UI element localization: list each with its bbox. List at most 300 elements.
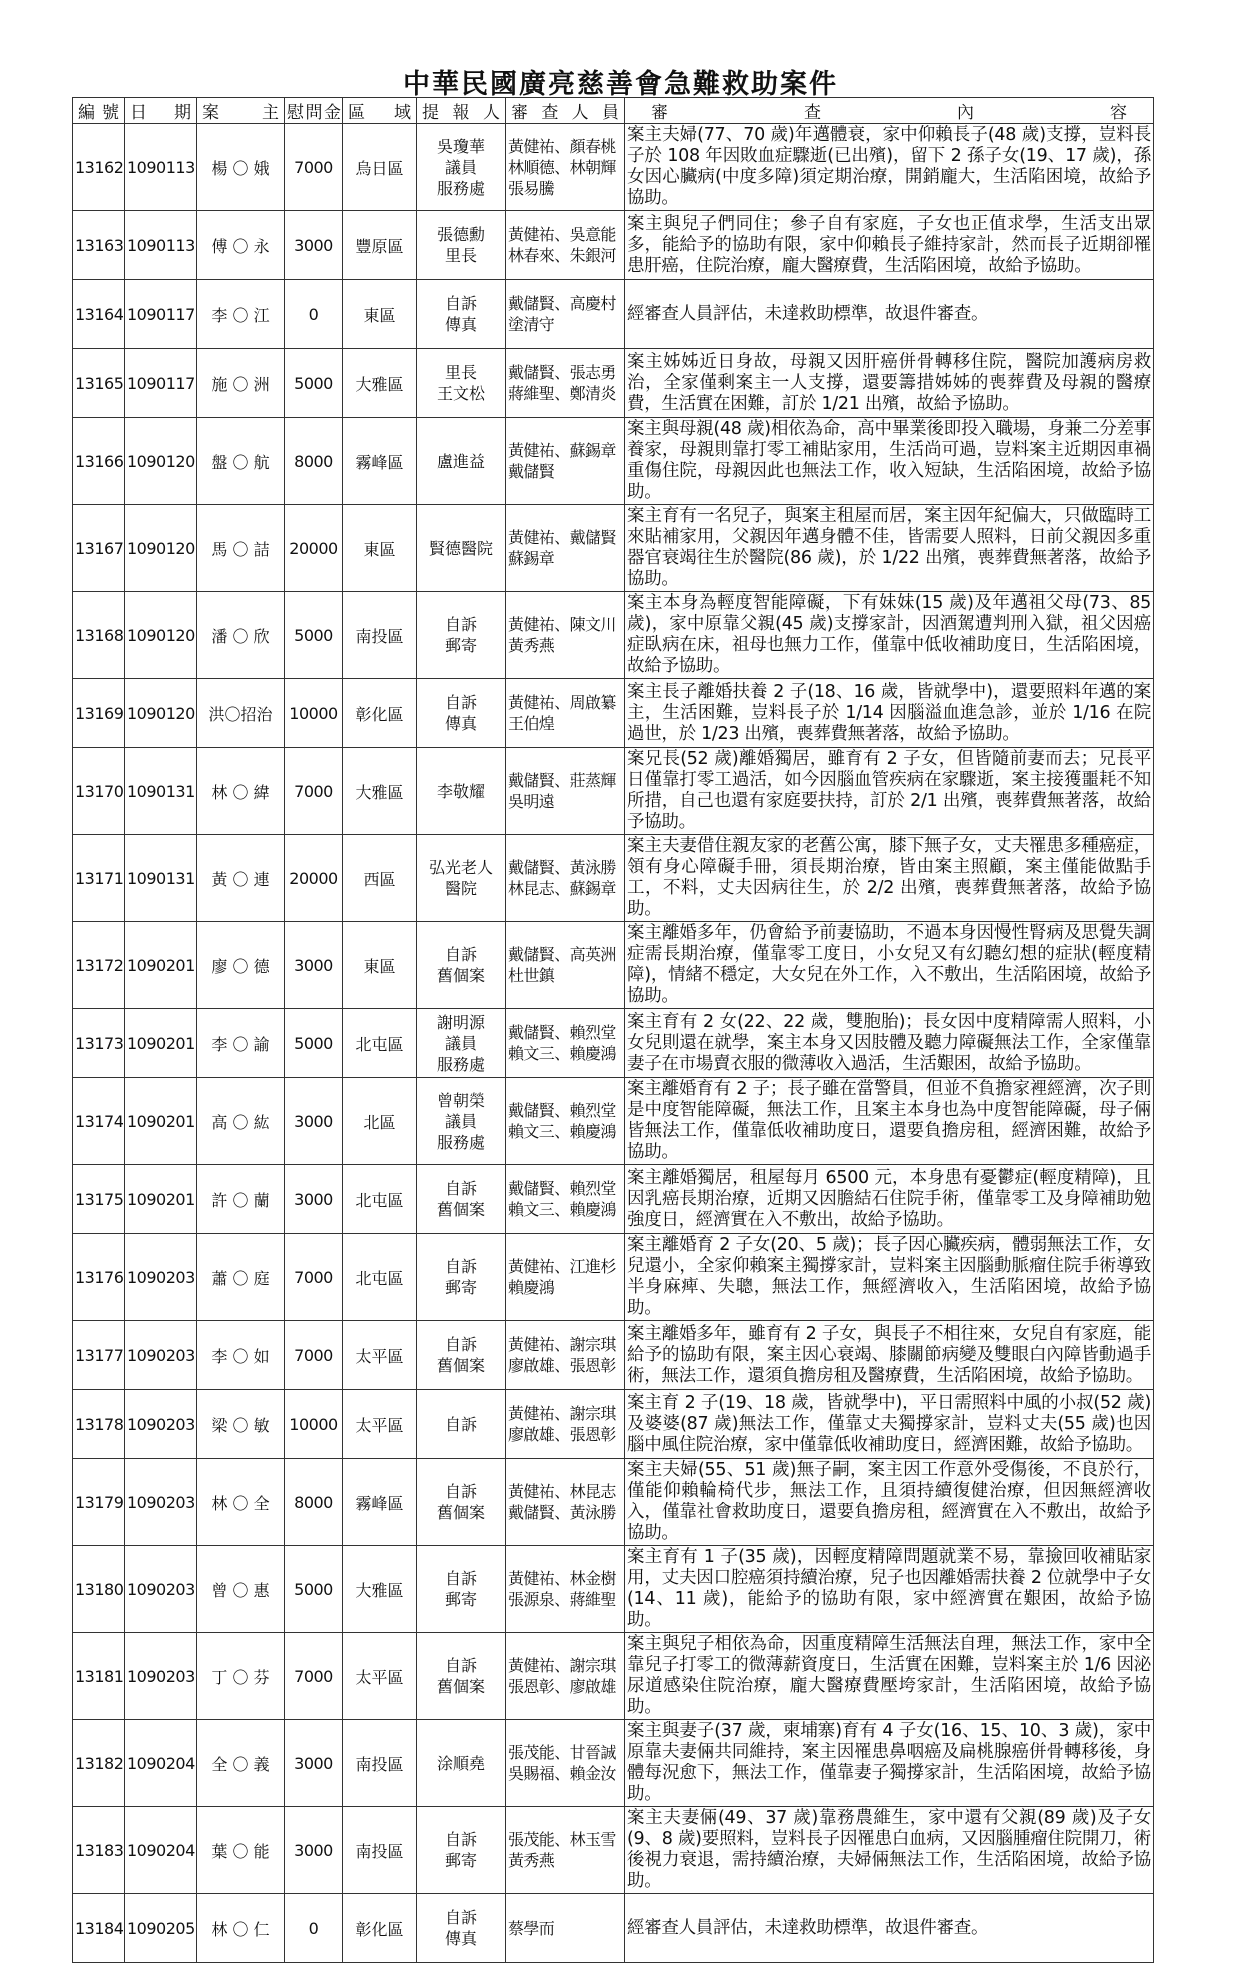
district-cell: 北屯區 — [343, 1234, 417, 1321]
reporter-line: 舊個案 — [436, 966, 485, 985]
case-date-cell: 1090203 — [125, 1546, 197, 1633]
table-row — [73, 1894, 1154, 1963]
reporter-line: 自訴 — [444, 1482, 477, 1501]
reviewers-line: 吳明遠 — [508, 792, 555, 811]
relief-amount-cell: 7000 — [285, 124, 343, 211]
reviewers-line: 蔡學而 — [508, 1918, 555, 1938]
case-date-cell: 1090203 — [125, 1321, 197, 1390]
review-content-cell: 案主與母親(48 歲)相依為命，高中畢業後即投入職場，身兼二分差事養家，母親則靠打零工補貼家用，生活尚可過，豈料案主近期因車禍重傷住院，母親因此也無法工作，收入短缺，生活陷困境，故給予協助。 — [625, 418, 1154, 505]
review-content-cell: 案主夫妻借住親友家的老舊公寓，膝下無子女，丈夫罹患多種癌症，領有身心障礙手冊，須長期治療，皆由案主照顧，案主僅能做點手工，不料，丈夫因病往生，於 2/2 出殯，喪葬費無著落，故給予協助。 — [625, 835, 1154, 922]
reporter-line: 舊個案 — [436, 1200, 485, 1219]
reviewers-line: 戴儲賢、賴烈堂 — [508, 1023, 616, 1042]
table-row — [73, 1165, 1154, 1234]
district-cell: 東區 — [343, 280, 417, 349]
reporter-cell — [417, 592, 506, 679]
review-content-cell: 案主離婚獨居，租屋每月 6500 元，本身患有憂鬱症(輕度精障)，且因乳癌長期治療，近期又因膽結石住院手術，僅靠零工及身障補助勉強度日，經濟實在入不敷出，故給予協助。 — [625, 1165, 1154, 1234]
relief-amount-cell: 3000 — [285, 1165, 343, 1234]
reviewers-line: 賴慶鴻 — [508, 1278, 555, 1297]
relief-amount-cell: 5000 — [285, 349, 343, 418]
reporter-line: 舊個案 — [436, 1677, 485, 1696]
reporter-cell — [417, 505, 506, 592]
reporter-line: 里長 — [444, 363, 477, 382]
reviewers-line: 林春來、朱銀河 — [508, 246, 616, 265]
case-date-cell: 1090201 — [125, 1009, 197, 1078]
reviewers-cell — [506, 1894, 625, 1963]
applicant-name-cell: 梁 〇 敏 — [197, 1390, 285, 1459]
review-content-cell: 案主離婚多年，仍會給予前妻協助，不過本身因慢性腎病及思覺失調症需長期治療，僅靠零工度日，小女兒又有幻聽幻想的症狀(輕度精障)，情緒不穩定，大女兒在外工作，入不敷出，生活陷困境，故給予協助。 — [625, 922, 1154, 1009]
case-number-cell: 13163 — [73, 211, 125, 280]
review-content-cell: 案主離婚多年，雖育有 2 子女，與長子不相往來，女兒自有家庭，能給予的協助有限，案主因心衰竭、膝關節病變及雙眼白內障皆動過手術，無法工作，還須負擔房租及醫療費，生活陷困境，故給予協助。 — [625, 1321, 1154, 1390]
case-number-cell: 13165 — [73, 349, 125, 418]
reporter-line: 曾朝榮 — [436, 1090, 485, 1110]
reviewers-line: 廖啟雄、張恩彰 — [508, 1425, 616, 1444]
case-number-cell: 13170 — [73, 748, 125, 835]
reviewers-line: 賴文三、賴慶鴻 — [508, 1044, 616, 1063]
reviewers-line: 張茂能、甘晉誠 — [508, 1743, 616, 1762]
relief-amount-cell: 8000 — [285, 1459, 343, 1546]
table-row — [73, 124, 1154, 211]
applicant-name-cell: 蕭 〇 庭 — [197, 1234, 285, 1321]
case-date-cell: 1090203 — [125, 1390, 197, 1459]
reporter-cell — [417, 280, 506, 349]
applicant-name-cell: 林 〇 緯 — [197, 748, 285, 835]
applicant-name-cell: 黃 〇 連 — [197, 835, 285, 922]
case-number-cell: 13171 — [73, 835, 125, 922]
reporter-line: 自訴 — [444, 1908, 477, 1927]
reviewers-cell — [506, 748, 625, 835]
district-cell: 北屯區 — [343, 1165, 417, 1234]
reporter-line: 吳瓊華 — [436, 136, 485, 156]
reviewers-line: 賴文三、賴慶鴻 — [508, 1200, 616, 1219]
reviewers-line: 黃秀燕 — [508, 1851, 555, 1870]
case-date-cell: 1090204 — [125, 1720, 197, 1807]
reviewers-cell — [506, 1321, 625, 1390]
case-number-cell: 13179 — [73, 1459, 125, 1546]
reporter-cell — [417, 1321, 506, 1390]
header-reporter: 提報人 — [417, 98, 506, 124]
reviewers-cell — [506, 1807, 625, 1894]
reporter-cell — [417, 1234, 506, 1321]
district-cell: 東區 — [343, 505, 417, 592]
applicant-name-cell: 傅 〇 永 — [197, 211, 285, 280]
district-cell: 霧峰區 — [343, 418, 417, 505]
applicant-name-cell: 廖 〇 德 — [197, 922, 285, 1009]
review-content-cell: 案主姊姊近日身故，母親又因肝癌併骨轉移住院，醫院加護病房救治，全家僅剩案主一人支撐，還要籌措姊姊的喪葬費及母親的醫療費，生活實在困難，訂於 1/21 出殯，故給予協助。 — [625, 349, 1154, 418]
reporter-line: 自訴 — [444, 1830, 477, 1849]
reviewers-line: 黃健祐、蘇錫章 — [508, 441, 616, 460]
district-cell: 南投區 — [343, 1807, 417, 1894]
case-date-cell: 1090201 — [125, 922, 197, 1009]
case-date-cell: 1090131 — [125, 835, 197, 922]
applicant-name-cell: 高 〇 紘 — [197, 1078, 285, 1165]
reviewers-line: 戴儲賢、高慶村 — [508, 294, 616, 313]
reviewers-line: 林順德、林朝輝 — [508, 157, 616, 177]
reporter-line: 議員 — [444, 157, 477, 177]
reviewers-line: 戴儲賢、黃泳勝 — [508, 1503, 616, 1522]
reviewers-line: 黃健祐、陳文川 — [508, 615, 616, 634]
header-case-number: 編號 — [73, 98, 125, 124]
reporter-line: 郵寄 — [444, 1851, 477, 1870]
case-date-cell: 1090205 — [125, 1894, 197, 1963]
table-row — [73, 1009, 1154, 1078]
reporter-line: 李敬耀 — [436, 781, 485, 801]
reporter-cell — [417, 1546, 506, 1633]
reporter-cell — [417, 1807, 506, 1894]
applicant-name-cell: 施 〇 洲 — [197, 349, 285, 418]
applicant-name-cell: 馬 〇 詰 — [197, 505, 285, 592]
relief-amount-cell: 5000 — [285, 592, 343, 679]
district-cell: 大雅區 — [343, 349, 417, 418]
reviewers-line: 張恩彰、廖啟雄 — [508, 1677, 616, 1696]
case-number-cell: 13178 — [73, 1390, 125, 1459]
table-row — [73, 1720, 1154, 1807]
table-row — [73, 748, 1154, 835]
reporter-line: 服務處 — [436, 1132, 485, 1152]
reporter-cell — [417, 748, 506, 835]
reporter-line: 謝明源 — [436, 1012, 485, 1032]
reviewers-cell — [506, 505, 625, 592]
review-content-cell: 案主育有 2 女(22、22 歲，雙胞胎)；長女因中度精障需人照料，小女兒則還在就學，案主本身又因肢體及聽力障礙無法工作，全家僅靠妻子在市場賣衣服的微薄收入過活，生活艱困，故給予協助。 — [625, 1009, 1154, 1078]
reporter-line: 郵寄 — [444, 1278, 477, 1297]
reviewers-line: 張茂能、林玉雪 — [508, 1830, 616, 1849]
review-content-cell: 案主育有 1 子(35 歲)，因輕度精障問題就業不易，靠撿回收補貼家用，丈夫因口腔癌須持續治療，兒子也因離婚需扶養 2 位就學中子女(14、11 歲)，能給予的協助有限，家中經濟實在艱困，故給予協助。 — [625, 1546, 1154, 1633]
reporter-line: 自訴 — [444, 615, 477, 634]
reporter-line: 賢德醫院 — [428, 538, 493, 558]
reporter-cell — [417, 1459, 506, 1546]
reporter-line: 議員 — [444, 1111, 477, 1131]
district-cell: 東區 — [343, 922, 417, 1009]
case-date-cell: 1090203 — [125, 1633, 197, 1720]
relief-amount-cell: 5000 — [285, 1546, 343, 1633]
case-number-cell: 13180 — [73, 1546, 125, 1633]
reporter-line: 服務處 — [436, 178, 485, 198]
review-content-cell: 經審查人員評估，未達救助標準，故退件審查。 — [625, 1894, 1154, 1963]
table-row — [73, 835, 1154, 922]
reviewers-line: 黃健祐、顏春桃 — [508, 136, 616, 156]
reporter-cell — [417, 679, 506, 748]
district-cell: 北區 — [343, 1078, 417, 1165]
case-date-cell: 1090131 — [125, 748, 197, 835]
table-row — [73, 1390, 1154, 1459]
reviewers-line: 賴文三、賴慶鴻 — [508, 1122, 616, 1141]
case-date-cell: 1090113 — [125, 211, 197, 280]
reviewers-line: 黃健祐、謝宗琪 — [508, 1404, 616, 1423]
district-cell: 西區 — [343, 835, 417, 922]
table-row — [73, 1321, 1154, 1390]
reviewers-line: 林昆志、蘇錫章 — [508, 879, 616, 898]
case-date-cell: 1090203 — [125, 1459, 197, 1546]
case-date-cell: 1090201 — [125, 1078, 197, 1165]
relief-amount-cell: 0 — [285, 1894, 343, 1963]
applicant-name-cell: 許 〇 蘭 — [197, 1165, 285, 1234]
relief-amount-cell: 20000 — [285, 835, 343, 922]
reporter-line: 自訴 — [444, 1656, 477, 1675]
case-number-cell: 13169 — [73, 679, 125, 748]
reviewers-cell — [506, 1390, 625, 1459]
case-date-cell: 1090203 — [125, 1234, 197, 1321]
reporter-cell — [417, 922, 506, 1009]
relief-amount-cell: 8000 — [285, 418, 343, 505]
reviewers-line: 戴儲賢、高英洲 — [508, 945, 616, 964]
table-row — [73, 922, 1154, 1009]
relief-amount-cell: 5000 — [285, 1009, 343, 1078]
reporter-cell — [417, 1165, 506, 1234]
case-date-cell: 1090117 — [125, 280, 197, 349]
case-number-cell: 13183 — [73, 1807, 125, 1894]
district-cell: 太平區 — [343, 1321, 417, 1390]
reporter-cell — [417, 1633, 506, 1720]
reporter-line: 自訴 — [444, 1414, 477, 1434]
district-cell: 南投區 — [343, 592, 417, 679]
relief-amount-cell: 10000 — [285, 679, 343, 748]
applicant-name-cell: 林 〇 仁 — [197, 1894, 285, 1963]
reviewers-line: 張源泉、蔣維聖 — [508, 1590, 616, 1609]
reviewers-line: 王伯煌 — [508, 714, 555, 733]
district-cell: 彰化區 — [343, 1894, 417, 1963]
applicant-name-cell: 林 〇 全 — [197, 1459, 285, 1546]
district-cell: 太平區 — [343, 1390, 417, 1459]
case-number-cell: 13176 — [73, 1234, 125, 1321]
reporter-line: 自訴 — [444, 1569, 477, 1588]
case-date-cell: 1090120 — [125, 418, 197, 505]
reviewers-cell — [506, 835, 625, 922]
relief-amount-cell: 7000 — [285, 1633, 343, 1720]
review-content-cell: 案主本身為輕度智能障礙，下有妹妹(15 歲)及年邁祖父母(73、85 歲)，家中原靠父親(45 歲)支撐家計，因酒駕遭判刑入獄，祖父因癌症臥病在床，祖母也無力工作，僅靠中低收補助度日，生活陷困境，故給予協助。 — [625, 592, 1154, 679]
reporter-line: 服務處 — [436, 1054, 485, 1074]
relief-amount-cell: 10000 — [285, 1390, 343, 1459]
table-row — [73, 1807, 1154, 1894]
reporter-line: 自訴 — [444, 1335, 477, 1354]
reviewers-line: 黃健祐、江進杉 — [508, 1257, 616, 1276]
case-date-cell: 1090117 — [125, 349, 197, 418]
reviewers-cell — [506, 124, 625, 211]
reporter-line: 里長 — [444, 246, 477, 265]
reporter-line: 郵寄 — [444, 636, 477, 655]
reviewers-cell — [506, 1234, 625, 1321]
review-content-cell: 案主離婚育 2 子女(20、5 歲)；長子因心臟疾病，體弱無法工作，女兒還小，全家仰賴案主獨撐家計，豈料案主因腦動脈瘤住院手術導致半身麻痺、失聰，無法工作，無經濟收入，生活陷困境，故給予協助。 — [625, 1234, 1154, 1321]
review-content-cell: 案主夫婦(77、70 歲)年邁體衰，家中仰賴長子(48 歲)支撐，豈料長子於 108 年因敗血症驟逝(已出殯)，留下 2 孫子女(19、17 歲)，孫女因心臟病(中度多障)須定期治療，開銷龐大，生活陷困境，故給予協助。 — [625, 124, 1154, 211]
reviewers-line: 戴儲賢、賴烈堂 — [508, 1179, 616, 1198]
reviewers-cell — [506, 592, 625, 679]
reporter-cell — [417, 349, 506, 418]
reporter-line: 舊個案 — [436, 1356, 485, 1375]
relief-amount-cell: 3000 — [285, 1807, 343, 1894]
reviewers-line: 杜世鎮 — [508, 966, 555, 985]
relief-amount-cell: 20000 — [285, 505, 343, 592]
case-number-cell: 13174 — [73, 1078, 125, 1165]
applicant-name-cell: 洪〇招治 — [197, 679, 285, 748]
relief-amount-cell: 3000 — [285, 1078, 343, 1165]
district-cell: 霧峰區 — [343, 1459, 417, 1546]
reviewers-cell — [506, 349, 625, 418]
case-number-cell: 13175 — [73, 1165, 125, 1234]
reviewers-cell — [506, 211, 625, 280]
reporter-line: 弘光老人 — [428, 858, 493, 877]
case-number-cell: 13177 — [73, 1321, 125, 1390]
table-row — [73, 592, 1154, 679]
reviewers-cell — [506, 1633, 625, 1720]
applicant-name-cell: 潘 〇 欣 — [197, 592, 285, 679]
table-row — [73, 349, 1154, 418]
relief-amount-cell: 0 — [285, 280, 343, 349]
relief-amount-cell: 7000 — [285, 1321, 343, 1390]
case-date-cell: 1090204 — [125, 1807, 197, 1894]
applicant-name-cell: 楊 〇 娥 — [197, 124, 285, 211]
reviewers-cell — [506, 418, 625, 505]
reviewers-line: 蔣維聖、鄭清炎 — [508, 384, 616, 403]
relief-amount-cell: 3000 — [285, 1720, 343, 1807]
reviewers-line: 戴儲賢、賴烈堂 — [508, 1101, 616, 1120]
relief-amount-cell: 7000 — [285, 1234, 343, 1321]
document-title: 中華民國廣亮慈善會急難救助案件 — [403, 69, 838, 100]
review-content-cell: 案主長子離婚扶養 2 子(18、16 歲，皆就學中)，還要照料年邁的案主，生活困難，豈料長子於 1/14 因腦溢血進急診，並於 1/16 在院過世，於 1/23 出殯，喪葬費無著落，故給予協助。 — [625, 679, 1154, 748]
district-cell: 大雅區 — [343, 748, 417, 835]
header-amount: 慰問金 — [285, 98, 343, 124]
reviewers-line: 黃健祐、林金樹 — [508, 1569, 616, 1588]
reporter-line: 舊個案 — [436, 1503, 485, 1522]
case-number-cell: 13182 — [73, 1720, 125, 1807]
district-cell: 烏日區 — [343, 124, 417, 211]
reporter-cell — [417, 418, 506, 505]
reviewers-cell — [506, 1078, 625, 1165]
reporter-cell — [417, 1720, 506, 1807]
table-row — [73, 1234, 1154, 1321]
case-number-cell: 13168 — [73, 592, 125, 679]
applicant-name-cell: 葉 〇 能 — [197, 1807, 285, 1894]
reporter-line: 郵寄 — [444, 1590, 477, 1609]
relief-cases-table — [72, 97, 1154, 1963]
reviewers-line: 黃健祐、謝宗琪 — [508, 1656, 616, 1675]
reporter-line: 涂順堯 — [436, 1753, 485, 1773]
header-applicant: 案主 — [197, 98, 285, 124]
reporter-line: 自訴 — [444, 945, 477, 964]
applicant-name-cell: 盤 〇 航 — [197, 418, 285, 505]
case-date-cell: 1090120 — [125, 679, 197, 748]
reviewers-line: 戴儲賢、黃泳勝 — [508, 858, 616, 877]
reviewers-line: 蘇錫章 — [508, 549, 555, 568]
review-content-cell: 案主育 2 子(19、18 歲，皆就學中)，平日需照料中風的小叔(52 歲)及婆婆(87 歲)無法工作，僅靠丈夫獨撐家計，豈料丈夫(55 歲)也因腦中風住院治療，家中僅靠低收補助度日，經濟困難，故給予協助。 — [625, 1390, 1154, 1459]
reviewers-line: 黃健祐、謝宗琪 — [508, 1335, 616, 1354]
case-number-cell: 13184 — [73, 1894, 125, 1963]
reporter-line: 醫院 — [444, 879, 477, 898]
reviewers-line: 戴儲賢、張志勇 — [508, 363, 616, 382]
reporter-cell — [417, 211, 506, 280]
reporter-line: 張德勳 — [436, 225, 485, 244]
applicant-name-cell: 曾 〇 惠 — [197, 1546, 285, 1633]
review-content-cell: 案主與兒子們同住；參子自有家庭，子女也正值求學，生活支出眾多，能給予的協助有限，家中仰賴長子維持家計，然而長子近期卻罹患肝癌，住院治療，龐大醫療費，生活陷困境，故給予協助。 — [625, 211, 1154, 280]
reporter-line: 盧進益 — [436, 451, 485, 471]
reporter-cell — [417, 124, 506, 211]
reviewers-line: 黃健祐、周啟纂 — [508, 693, 616, 712]
case-number-cell: 13173 — [73, 1009, 125, 1078]
table-row — [73, 1459, 1154, 1546]
reporter-cell — [417, 1894, 506, 1963]
reporter-line: 傳真 — [444, 1929, 477, 1948]
reviewers-line: 黃健祐、戴儲賢 — [508, 528, 616, 547]
reviewers-cell — [506, 1459, 625, 1546]
case-date-cell: 1090120 — [125, 592, 197, 679]
header-date: 日期 — [125, 98, 197, 124]
reviewers-line: 戴儲賢 — [508, 462, 555, 481]
applicant-name-cell: 李 〇 江 — [197, 280, 285, 349]
district-cell: 太平區 — [343, 1633, 417, 1720]
case-number-cell: 13162 — [73, 124, 125, 211]
applicant-name-cell: 李 〇 如 — [197, 1321, 285, 1390]
reporter-cell — [417, 1009, 506, 1078]
table-row — [73, 505, 1154, 592]
case-date-cell: 1090120 — [125, 505, 197, 592]
reporter-cell — [417, 1390, 506, 1459]
applicant-name-cell: 丁 〇 芬 — [197, 1633, 285, 1720]
review-content-cell: 案主與兒子相依為命，因重度精障生活無法自理，無法工作，家中全靠兒子打零工的微薄薪資度日，生活實在困難，豈料案主於 1/6 因泌尿道感染住院治療，龐大醫療費壓垮家計，生活陷困境，故給予協助。 — [625, 1633, 1154, 1720]
reporter-line: 議員 — [444, 1033, 477, 1053]
reviewers-cell — [506, 1009, 625, 1078]
case-number-cell: 13181 — [73, 1633, 125, 1720]
case-number-cell: 13167 — [73, 505, 125, 592]
table-row — [73, 1546, 1154, 1633]
applicant-name-cell: 李 〇 諭 — [197, 1009, 285, 1078]
reporter-cell — [417, 835, 506, 922]
district-cell: 大雅區 — [343, 1546, 417, 1633]
header-district: 區域 — [343, 98, 417, 124]
case-number-cell: 13166 — [73, 418, 125, 505]
table-row — [73, 418, 1154, 505]
table-row — [73, 211, 1154, 280]
reporter-line: 自訴 — [444, 1257, 477, 1276]
reporter-line: 傳真 — [444, 714, 477, 733]
reviewers-line: 廖啟雄、張恩彰 — [508, 1356, 616, 1375]
review-content-cell: 經審查人員評估，未達救助標準，故退件審查。 — [625, 280, 1154, 349]
review-content-cell: 案主育有一名兒子，與案主租屋而居，案主因年紀偏大，只做臨時工來貼補家用，父親因年邁身體不佳，皆需要人照料，日前父親因多重器官衰竭往生於醫院(86 歲)，於 1/22 出殯，喪葬費無著落，故給予協助。 — [625, 505, 1154, 592]
reporter-line: 自訴 — [444, 294, 477, 313]
reporter-line: 自訴 — [444, 693, 477, 712]
review-content-cell: 案主夫妻倆(49、37 歲)靠務農維生，家中還有父親(89 歲)及子女(9、8 歲)要照料，豈料長子因罹患白血病，又因腦腫瘤住院開刀，術後視力衰退，需持續治療，夫婦倆無法工作，生活陷困境，故給予協助。 — [625, 1807, 1154, 1894]
district-cell: 豐原區 — [343, 211, 417, 280]
relief-amount-cell: 3000 — [285, 922, 343, 1009]
reviewers-cell — [506, 679, 625, 748]
case-date-cell: 1090201 — [125, 1165, 197, 1234]
reviewers-line: 塗清守 — [508, 315, 555, 334]
case-number-cell: 13172 — [73, 922, 125, 1009]
review-content-cell: 案主與妻子(37 歲，柬埔寨)育有 4 子女(16、15、10、3 歲)，家中原靠夫妻倆共同維持，案主因罹患鼻咽癌及扁桃腺癌併骨轉移後，身體每況愈下，無法工作，僅靠妻子獨撐家計，生活陷困境，故給予協助。 — [625, 1720, 1154, 1807]
reviewers-line: 黃健祐、林昆志 — [508, 1482, 616, 1501]
header-reviewers: 審查人員 — [506, 98, 625, 124]
review-content-cell: 案主離婚育有 2 子；長子雖在當警員，但並不負擔家裡經濟，次子則是中度智能障礙，無法工作，且案主本身也為中度智能障礙，母子倆皆無法工作，僅靠低收補助度日，還要負擔房租，經濟困難，故給予協助。 — [625, 1078, 1154, 1165]
reviewers-line: 吳賜福、賴金汝 — [508, 1764, 616, 1783]
reporter-line: 王文松 — [436, 384, 485, 403]
reviewers-cell — [506, 280, 625, 349]
table-row — [73, 679, 1154, 748]
applicant-name-cell: 全 〇 義 — [197, 1720, 285, 1807]
relief-amount-cell: 7000 — [285, 748, 343, 835]
district-cell: 北屯區 — [343, 1009, 417, 1078]
reporter-cell — [417, 1078, 506, 1165]
reviewers-cell — [506, 922, 625, 1009]
reviewers-cell — [506, 1165, 625, 1234]
reporter-line: 傳真 — [444, 315, 477, 334]
table-row — [73, 280, 1154, 349]
reviewers-line: 黃秀燕 — [508, 636, 555, 655]
case-number-cell: 13164 — [73, 280, 125, 349]
relief-amount-cell: 3000 — [285, 211, 343, 280]
reviewers-cell — [506, 1720, 625, 1807]
table-header-row — [73, 98, 1154, 124]
reviewers-line: 張易騰 — [508, 178, 555, 198]
reviewers-line: 黃健祐、吳意能 — [508, 225, 616, 244]
district-cell: 南投區 — [343, 1720, 417, 1807]
district-cell: 彰化區 — [343, 679, 417, 748]
reviewers-line: 戴儲賢、莊蒸輝 — [508, 771, 616, 790]
